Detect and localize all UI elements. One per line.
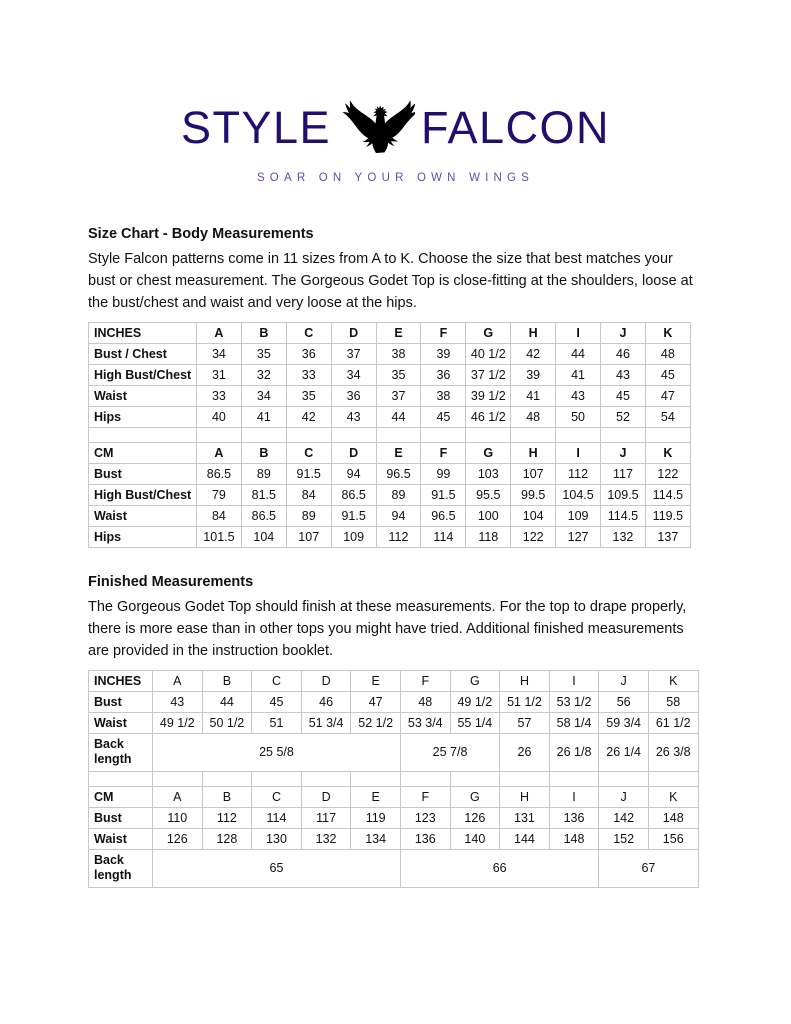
measurement-cell: 140 [450,828,500,849]
brand-logo [88,0,703,184]
measurement-cell: 38 [421,385,466,406]
measurement-cell: 49 1/2 [450,691,500,712]
table-row [89,828,699,849]
table-row [89,406,691,427]
size-header-J: J [599,670,649,691]
row-label-cell: Waist [89,505,197,526]
size-header-D: D [301,786,351,807]
measurement-cell: 54 [645,406,690,427]
measurement-cell: 142 [599,807,649,828]
size-header-D: D [331,322,376,343]
row-label-cell: High Bust/Chest [89,364,197,385]
measurement-cell: 104 [511,505,556,526]
size-header-A: A [153,670,203,691]
spacer-cell [421,427,466,442]
spacer-cell [252,771,302,786]
measurement-cell: 119.5 [645,505,690,526]
size-header-C: C [252,786,302,807]
measurement-cell: 47 [351,691,401,712]
size-header-A: A [197,442,242,463]
finished-measurements-table [88,670,699,888]
size-header-G: G [466,442,511,463]
size-header-H: H [500,670,550,691]
measurement-cell: 99 [421,463,466,484]
measurement-cell: 47 [645,385,690,406]
size-header-I: I [556,442,601,463]
measurement-cell: 26 1/8 [549,733,599,771]
body-measurements-table [88,322,691,548]
measurement-cell: 66 [400,849,598,887]
spacer-row [89,771,699,786]
size-header-K: K [645,442,690,463]
size-header-C: C [252,670,302,691]
measurement-cell: 86.5 [331,484,376,505]
measurement-cell: 43 [556,385,601,406]
measurement-cell: 107 [286,526,331,547]
table-row [89,364,691,385]
spacer-cell [645,427,690,442]
size-header-H: H [500,786,550,807]
unit-label-cell: INCHES [89,670,153,691]
measurement-cell: 31 [197,364,242,385]
measurement-cell: 114.5 [645,484,690,505]
measurement-cell: 86.5 [197,463,242,484]
spacer-cell [556,427,601,442]
measurement-cell: 126 [450,807,500,828]
row-label-cell: High Bust/Chest [89,484,197,505]
logo-row [88,96,703,158]
measurement-cell: 39 [421,343,466,364]
spacer-row [89,427,691,442]
row-label-cell: Bust / Chest [89,343,197,364]
size-header-D: D [301,670,351,691]
measurement-cell: 130 [252,828,302,849]
spacer-cell [301,771,351,786]
size-header-E: E [351,670,401,691]
spacer-cell [599,771,649,786]
measurement-cell: 44 [376,406,421,427]
table-row [89,807,699,828]
measurement-cell: 48 [645,343,690,364]
spacer-cell [331,427,376,442]
falcon-icon [337,98,415,156]
measurement-cell: 52 [601,406,646,427]
size-header-I: I [549,670,599,691]
spacer-cell [202,771,252,786]
spacer-cell [400,771,450,786]
size-header-G: G [466,322,511,343]
size-header-C: C [286,442,331,463]
measurement-cell: 101.5 [197,526,242,547]
measurement-cell: 39 1/2 [466,385,511,406]
measurement-cell: 41 [556,364,601,385]
size-header-G: G [450,670,500,691]
unit-label-cell: CM [89,442,197,463]
measurement-cell: 112 [202,807,252,828]
measurement-cell: 33 [286,364,331,385]
measurement-cell: 89 [241,463,286,484]
unit-label-cell: CM [89,786,153,807]
size-header-J: J [601,442,646,463]
measurement-cell: 25 5/8 [153,733,401,771]
measurement-cell: 42 [286,406,331,427]
measurement-cell: 37 1/2 [466,364,511,385]
table-row [89,691,699,712]
measurement-cell: 36 [286,343,331,364]
measurement-cell: 95.5 [466,484,511,505]
measurement-cell: 37 [376,385,421,406]
spacer-cell [153,771,203,786]
size-header-I: I [549,786,599,807]
measurement-cell: 112 [556,463,601,484]
measurement-cell: 38 [376,343,421,364]
measurement-cell: 109 [556,505,601,526]
table-row [89,385,691,406]
measurement-cell: 51 [252,712,302,733]
size-header-H: H [511,442,556,463]
measurement-cell: 49 1/2 [153,712,203,733]
table-header-row [89,442,691,463]
spacer-cell [241,427,286,442]
size-header-A: A [197,322,242,343]
measurement-cell: 43 [153,691,203,712]
measurement-cell: 57 [500,712,550,733]
size-header-F: F [400,670,450,691]
measurement-cell: 79 [197,484,242,505]
measurement-cell: 112 [376,526,421,547]
row-label-cell: Waist [89,385,197,406]
measurement-cell: 35 [241,343,286,364]
size-header-F: F [400,786,450,807]
table-header-row [89,670,699,691]
measurement-cell: 131 [500,807,550,828]
measurement-cell: 94 [376,505,421,526]
measurement-cell: 34 [197,343,242,364]
measurement-cell: 96.5 [376,463,421,484]
logo-tagline: SOAR ON YOUR OWN WINGS [256,172,535,184]
size-header-A: A [153,786,203,807]
spacer-cell [549,771,599,786]
measurement-cell: 118 [466,526,511,547]
measurement-cell: 35 [376,364,421,385]
size-header-G: G [450,786,500,807]
measurement-cell: 86.5 [241,505,286,526]
measurement-cell: 132 [301,828,351,849]
measurement-cell: 119 [351,807,401,828]
measurement-cell: 43 [331,406,376,427]
row-label-cell: Hips [89,526,197,547]
unit-label-cell: INCHES [89,322,197,343]
spacer-cell [450,771,500,786]
size-header-J: J [601,322,646,343]
spacer-cell [286,427,331,442]
body-measurements-section [88,224,703,548]
measurement-cell: 114 [421,526,466,547]
measurement-cell: 104 [241,526,286,547]
measurement-cell: 36 [421,364,466,385]
measurement-cell: 40 [197,406,242,427]
measurement-cell: 46 [301,691,351,712]
measurement-cell: 107 [511,463,556,484]
measurement-cell: 50 [556,406,601,427]
measurement-cell: 67 [599,849,698,887]
logo-word-style: STYLE [180,101,331,153]
finished-measurements-paragraph: The Gorgeous Godet Top should finish at these measurements. For the top to drape properly, there is more ease than in other tops you might have tried. Additional finished measurements are provided in the instruction booklet. [88,598,687,659]
measurement-cell: 84 [286,484,331,505]
table-row [89,343,691,364]
measurement-cell: 89 [376,484,421,505]
measurement-cell: 51 3/4 [301,712,351,733]
measurement-cell: 35 [286,385,331,406]
body-measurements-title: Size Chart - Body Measurements [88,226,314,242]
row-label-cell: Bust [89,691,153,712]
row-label-cell: Waist [89,712,153,733]
measurement-cell: 39 [511,364,556,385]
back-length-row [89,849,699,887]
measurement-cell: 89 [286,505,331,526]
measurement-cell: 109 [331,526,376,547]
measurement-cell: 134 [351,828,401,849]
measurement-cell: 53 1/2 [549,691,599,712]
size-header-J: J [599,786,649,807]
measurement-cell: 65 [153,849,401,887]
measurement-cell: 156 [648,828,698,849]
measurement-cell: 104.5 [556,484,601,505]
row-label-cell: Back length [89,849,153,887]
measurement-cell: 55 1/4 [450,712,500,733]
measurement-cell: 50 1/2 [202,712,252,733]
measurement-cell: 26 [500,733,550,771]
size-header-B: B [241,442,286,463]
measurement-cell: 48 [511,406,556,427]
measurement-cell: 136 [549,807,599,828]
measurement-cell: 123 [400,807,450,828]
size-header-K: K [648,786,698,807]
row-label-cell: Back length [89,733,153,771]
row-label-cell: Hips [89,406,197,427]
spacer-cell [601,427,646,442]
measurement-cell: 109.5 [601,484,646,505]
size-header-B: B [202,670,252,691]
measurement-cell: 127 [556,526,601,547]
table-row [89,484,691,505]
spacer-cell [511,427,556,442]
measurement-cell: 128 [202,828,252,849]
measurement-cell: 45 [421,406,466,427]
measurement-cell: 91.5 [421,484,466,505]
measurement-cell: 45 [645,364,690,385]
measurement-cell: 96.5 [421,505,466,526]
size-header-E: E [376,442,421,463]
spacer-cell [89,771,153,786]
size-header-I: I [556,322,601,343]
measurement-cell: 110 [153,807,203,828]
logo-word-falcon: FALCON [421,101,611,153]
measurement-cell: 44 [202,691,252,712]
measurement-cell: 148 [648,807,698,828]
size-header-E: E [351,786,401,807]
measurement-cell: 34 [241,385,286,406]
measurement-cell: 32 [241,364,286,385]
size-header-B: B [202,786,252,807]
measurement-cell: 91.5 [331,505,376,526]
measurement-cell: 132 [601,526,646,547]
measurement-cell: 56 [599,691,649,712]
measurement-cell: 84 [197,505,242,526]
measurement-cell: 41 [241,406,286,427]
measurement-cell: 59 3/4 [599,712,649,733]
measurement-cell: 26 1/4 [599,733,649,771]
row-label-cell: Bust [89,463,197,484]
measurement-cell: 137 [645,526,690,547]
measurement-cell: 51 1/2 [500,691,550,712]
body-measurements-paragraph: Style Falcon patterns come in 11 sizes from A to K. Choose the size that best matches your bust or chest measurement. The Gorgeous Godet Top is close-fitting at the shoulders, loose at the bust/chest and waist and very loose at the hips. [88,250,693,311]
measurement-cell: 100 [466,505,511,526]
row-label-cell: Waist [89,828,153,849]
measurement-cell: 117 [601,463,646,484]
measurement-cell: 33 [197,385,242,406]
measurement-cell: 81.5 [241,484,286,505]
measurement-cell: 136 [400,828,450,849]
measurement-cell: 26 3/8 [648,733,698,771]
size-header-H: H [511,322,556,343]
spacer-cell [351,771,401,786]
size-header-K: K [648,670,698,691]
table-header-row [89,786,699,807]
measurement-cell: 58 1/4 [549,712,599,733]
measurement-cell: 152 [599,828,649,849]
finished-measurements-section [88,572,703,888]
spacer-cell [648,771,698,786]
measurement-cell: 53 3/4 [400,712,450,733]
measurement-cell: 114.5 [601,505,646,526]
measurement-cell: 52 1/2 [351,712,401,733]
measurement-cell: 34 [331,364,376,385]
row-label-cell: Bust [89,807,153,828]
spacer-cell [197,427,242,442]
measurement-cell: 42 [511,343,556,364]
size-header-C: C [286,322,331,343]
measurement-cell: 58 [648,691,698,712]
spacer-cell [500,771,550,786]
size-header-F: F [421,322,466,343]
measurement-cell: 43 [601,364,646,385]
table-row [89,463,691,484]
measurement-cell: 103 [466,463,511,484]
measurement-cell: 144 [500,828,550,849]
table-row [89,712,699,733]
spacer-cell [376,427,421,442]
measurement-cell: 94 [331,463,376,484]
finished-measurements-title: Finished Measurements [88,573,254,590]
size-header-E: E [376,322,421,343]
measurement-cell: 48 [400,691,450,712]
size-header-F: F [421,442,466,463]
size-header-K: K [645,322,690,343]
measurement-cell: 114 [252,807,302,828]
measurement-cell: 45 [252,691,302,712]
measurement-cell: 61 1/2 [648,712,698,733]
measurement-cell: 46 [601,343,646,364]
measurement-cell: 25 7/8 [400,733,499,771]
size-header-D: D [331,442,376,463]
size-header-B: B [241,322,286,343]
measurement-cell: 36 [331,385,376,406]
measurement-cell: 126 [153,828,203,849]
measurement-cell: 46 1/2 [466,406,511,427]
table-row [89,505,691,526]
spacer-cell [89,427,197,442]
measurement-cell: 122 [511,526,556,547]
measurement-cell: 91.5 [286,463,331,484]
table-header-row [89,322,691,343]
spacer-cell [466,427,511,442]
measurement-cell: 122 [645,463,690,484]
back-length-row [89,733,699,771]
measurement-cell: 45 [601,385,646,406]
table-row [89,526,691,547]
measurement-cell: 40 1/2 [466,343,511,364]
measurement-cell: 117 [301,807,351,828]
measurement-cell: 44 [556,343,601,364]
measurement-cell: 37 [331,343,376,364]
measurement-cell: 148 [549,828,599,849]
measurement-cell: 99.5 [511,484,556,505]
measurement-cell: 41 [511,385,556,406]
